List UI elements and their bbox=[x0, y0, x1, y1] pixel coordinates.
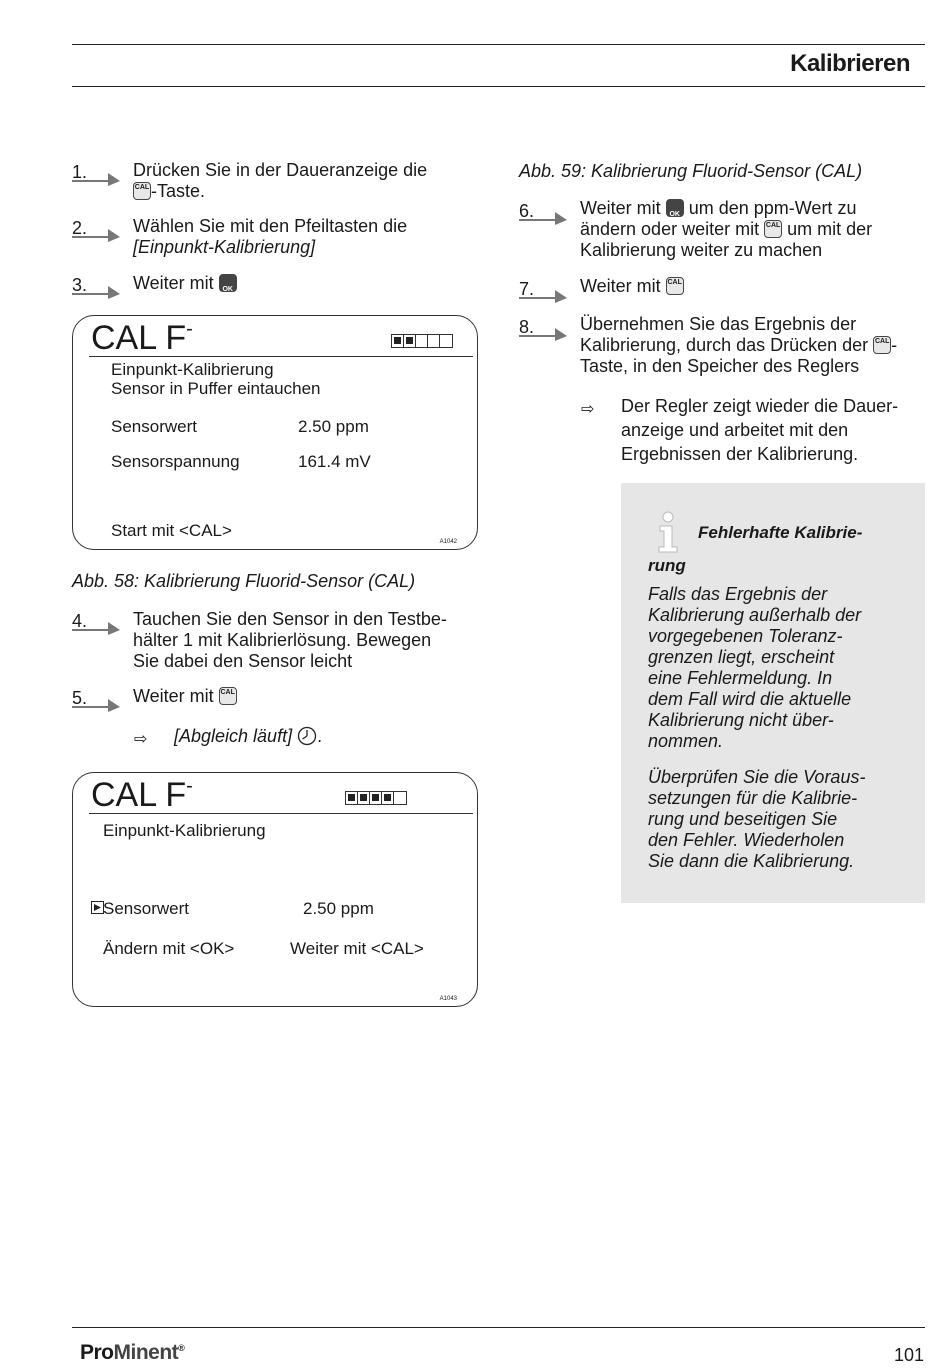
sensor-value-label: Sensorwert bbox=[111, 417, 197, 436]
controller-display-2 bbox=[72, 772, 478, 1007]
progress-indicator bbox=[345, 791, 407, 805]
step-arrow-icon bbox=[519, 327, 567, 341]
step-number: 6. bbox=[519, 201, 535, 221]
progress-segment bbox=[416, 335, 428, 347]
header-top-rule bbox=[72, 44, 925, 45]
sensor-value: 2.50 ppm bbox=[298, 417, 369, 436]
progress-segment bbox=[440, 335, 452, 347]
note-line: setzungen für die Kalibrie- bbox=[648, 788, 858, 808]
step-number: 5. bbox=[72, 688, 88, 708]
note-paragraph-2 bbox=[648, 767, 865, 872]
figure-caption-59: Abb. 59: Kalibrierung Fluorid-Sensor (CAL) bbox=[519, 161, 863, 181]
progress-segment bbox=[346, 792, 358, 804]
cal-key-icon: CAL bbox=[666, 277, 684, 295]
progress-indicator bbox=[391, 334, 453, 348]
progress-segment bbox=[404, 335, 416, 347]
note-title-line1: Fehlerhafte Kalibrie- bbox=[698, 523, 863, 542]
note-line: nommen. bbox=[648, 731, 724, 751]
figure-id: A1042 bbox=[439, 539, 457, 545]
progress-segment bbox=[358, 792, 370, 804]
result-arrow-icon: ⇨ bbox=[134, 731, 148, 748]
step-6-text: Weiter mit OK um den ppm-Wert zu ändern oder weiter mit CAL um mit der Kalibrierung weiter zu machen bbox=[580, 198, 873, 260]
controller-display-1 bbox=[72, 315, 478, 550]
note-line: den Fehler. Wiederholen bbox=[648, 830, 845, 850]
cal-key-icon: CAL bbox=[133, 182, 151, 200]
step-arrow-icon bbox=[72, 621, 120, 635]
display-title: CAL F- bbox=[91, 775, 193, 814]
progress-segment bbox=[392, 335, 404, 347]
cal-key-icon: CAL bbox=[764, 220, 782, 238]
step-number: 2. bbox=[72, 218, 88, 238]
display-footer: Start mit <CAL> bbox=[111, 521, 232, 540]
display-mode: Einpunkt-Kalibrierung bbox=[111, 360, 274, 379]
note-line: Kalibrierung nicht über- bbox=[648, 710, 834, 730]
note-line: eine Fehlermeldung. In bbox=[648, 668, 833, 688]
footer-rule bbox=[72, 1327, 925, 1328]
display-divider bbox=[89, 356, 473, 357]
note-line: Überprüfen Sie die Voraus- bbox=[648, 767, 866, 787]
figure-caption-58: Abb. 58: Kalibrierung Fluorid-Sensor (CAL) bbox=[72, 571, 416, 591]
step-arrow-icon bbox=[72, 228, 120, 242]
note-line: dem Fall wird die aktuelle bbox=[648, 689, 852, 709]
step-number: 7. bbox=[519, 279, 535, 299]
sensor-voltage-label: Sensorspannung bbox=[111, 452, 240, 471]
info-icon bbox=[655, 511, 681, 553]
display-instruction: Sensor in Puffer eintauchen bbox=[111, 379, 321, 398]
progress-segment bbox=[428, 335, 440, 347]
display-divider bbox=[89, 813, 473, 814]
step-5-text: Weiter mit CAL bbox=[133, 686, 235, 706]
step-arrow-icon bbox=[519, 289, 567, 303]
step-2-text: Wählen Sie mit den Pfeiltasten die [Einpunkt-Kalibrierung] bbox=[133, 216, 408, 257]
step-number: 4. bbox=[72, 611, 88, 631]
display-mode: Einpunkt-Kalibrierung bbox=[103, 821, 266, 840]
note-title-line2: rung bbox=[648, 556, 686, 575]
header-bottom-rule bbox=[72, 86, 925, 87]
note-line: grenzen liegt, erscheint bbox=[648, 647, 835, 667]
step-8-text: Übernehmen Sie das Ergebnis der Kalibrierung, durch das Drücken der CAL - Taste, in den Speicher des Reglers bbox=[580, 314, 898, 376]
note-line: Sie dann die Kalibrierung. bbox=[648, 851, 855, 871]
sensor-value: 2.50 ppm bbox=[303, 899, 374, 918]
page-number: 101 bbox=[893, 1345, 924, 1365]
note-line: Kalibrierung außerhalb der bbox=[648, 605, 862, 625]
cal-key-icon: CAL bbox=[873, 336, 891, 354]
display-title: CAL F- bbox=[91, 318, 193, 357]
note-line: Falls das Ergebnis der bbox=[648, 584, 828, 604]
note-line: rung und beseitigen Sie bbox=[648, 809, 838, 829]
section-title: Kalibrieren bbox=[790, 50, 910, 77]
step-3-text: Weiter mit OK bbox=[133, 273, 237, 294]
sensor-voltage: 161.4 mV bbox=[298, 452, 371, 471]
step-1-text: Drücken Sie in der Daueranzeige die CAL -Taste. bbox=[133, 160, 428, 201]
step-7-text: Weiter mit CAL bbox=[580, 276, 682, 296]
step-arrow-icon bbox=[72, 172, 120, 186]
step-number: 8. bbox=[519, 317, 535, 337]
change-action-hint: Ändern mit <OK> bbox=[103, 939, 235, 958]
note-line: vorgegebenen Toleranz- bbox=[648, 626, 843, 646]
sensor-value-label: Sensorwert bbox=[103, 899, 189, 918]
progress-segment bbox=[394, 792, 406, 804]
step-number: 1. bbox=[72, 162, 88, 182]
step-number: 3. bbox=[72, 275, 88, 295]
step-4-text: Tauchen Sie den Sensor in den Testbe- hälter 1 mit Kalibrierlösung. Bewegen Sie dabei den Sensor leicht bbox=[133, 609, 447, 671]
clock-icon bbox=[297, 726, 317, 746]
result-arrow-icon: ⇨ bbox=[581, 401, 595, 418]
brand-logo: ProMinent® bbox=[80, 1341, 185, 1364]
result-8-text: Der Regler zeigt wieder die Dauer- anzeige und arbeitet mit den Ergebnissen der Kalibrierung. bbox=[621, 396, 899, 464]
step-arrow-icon bbox=[72, 698, 120, 712]
figure-id: A1043 bbox=[439, 996, 457, 1002]
ok-key-icon: OK bbox=[666, 199, 684, 217]
progress-segment bbox=[370, 792, 382, 804]
continue-action-hint: Weiter mit <CAL> bbox=[290, 939, 424, 958]
step-arrow-icon bbox=[72, 285, 120, 299]
step-arrow-icon bbox=[519, 211, 567, 225]
progress-segment bbox=[382, 792, 394, 804]
result-5-text: [Abgleich läuft] . bbox=[174, 726, 323, 746]
note-paragraph-1 bbox=[648, 584, 861, 752]
info-note-box bbox=[621, 483, 925, 903]
ok-key-icon: OK bbox=[219, 274, 237, 292]
cal-key-icon: CAL bbox=[219, 687, 237, 705]
